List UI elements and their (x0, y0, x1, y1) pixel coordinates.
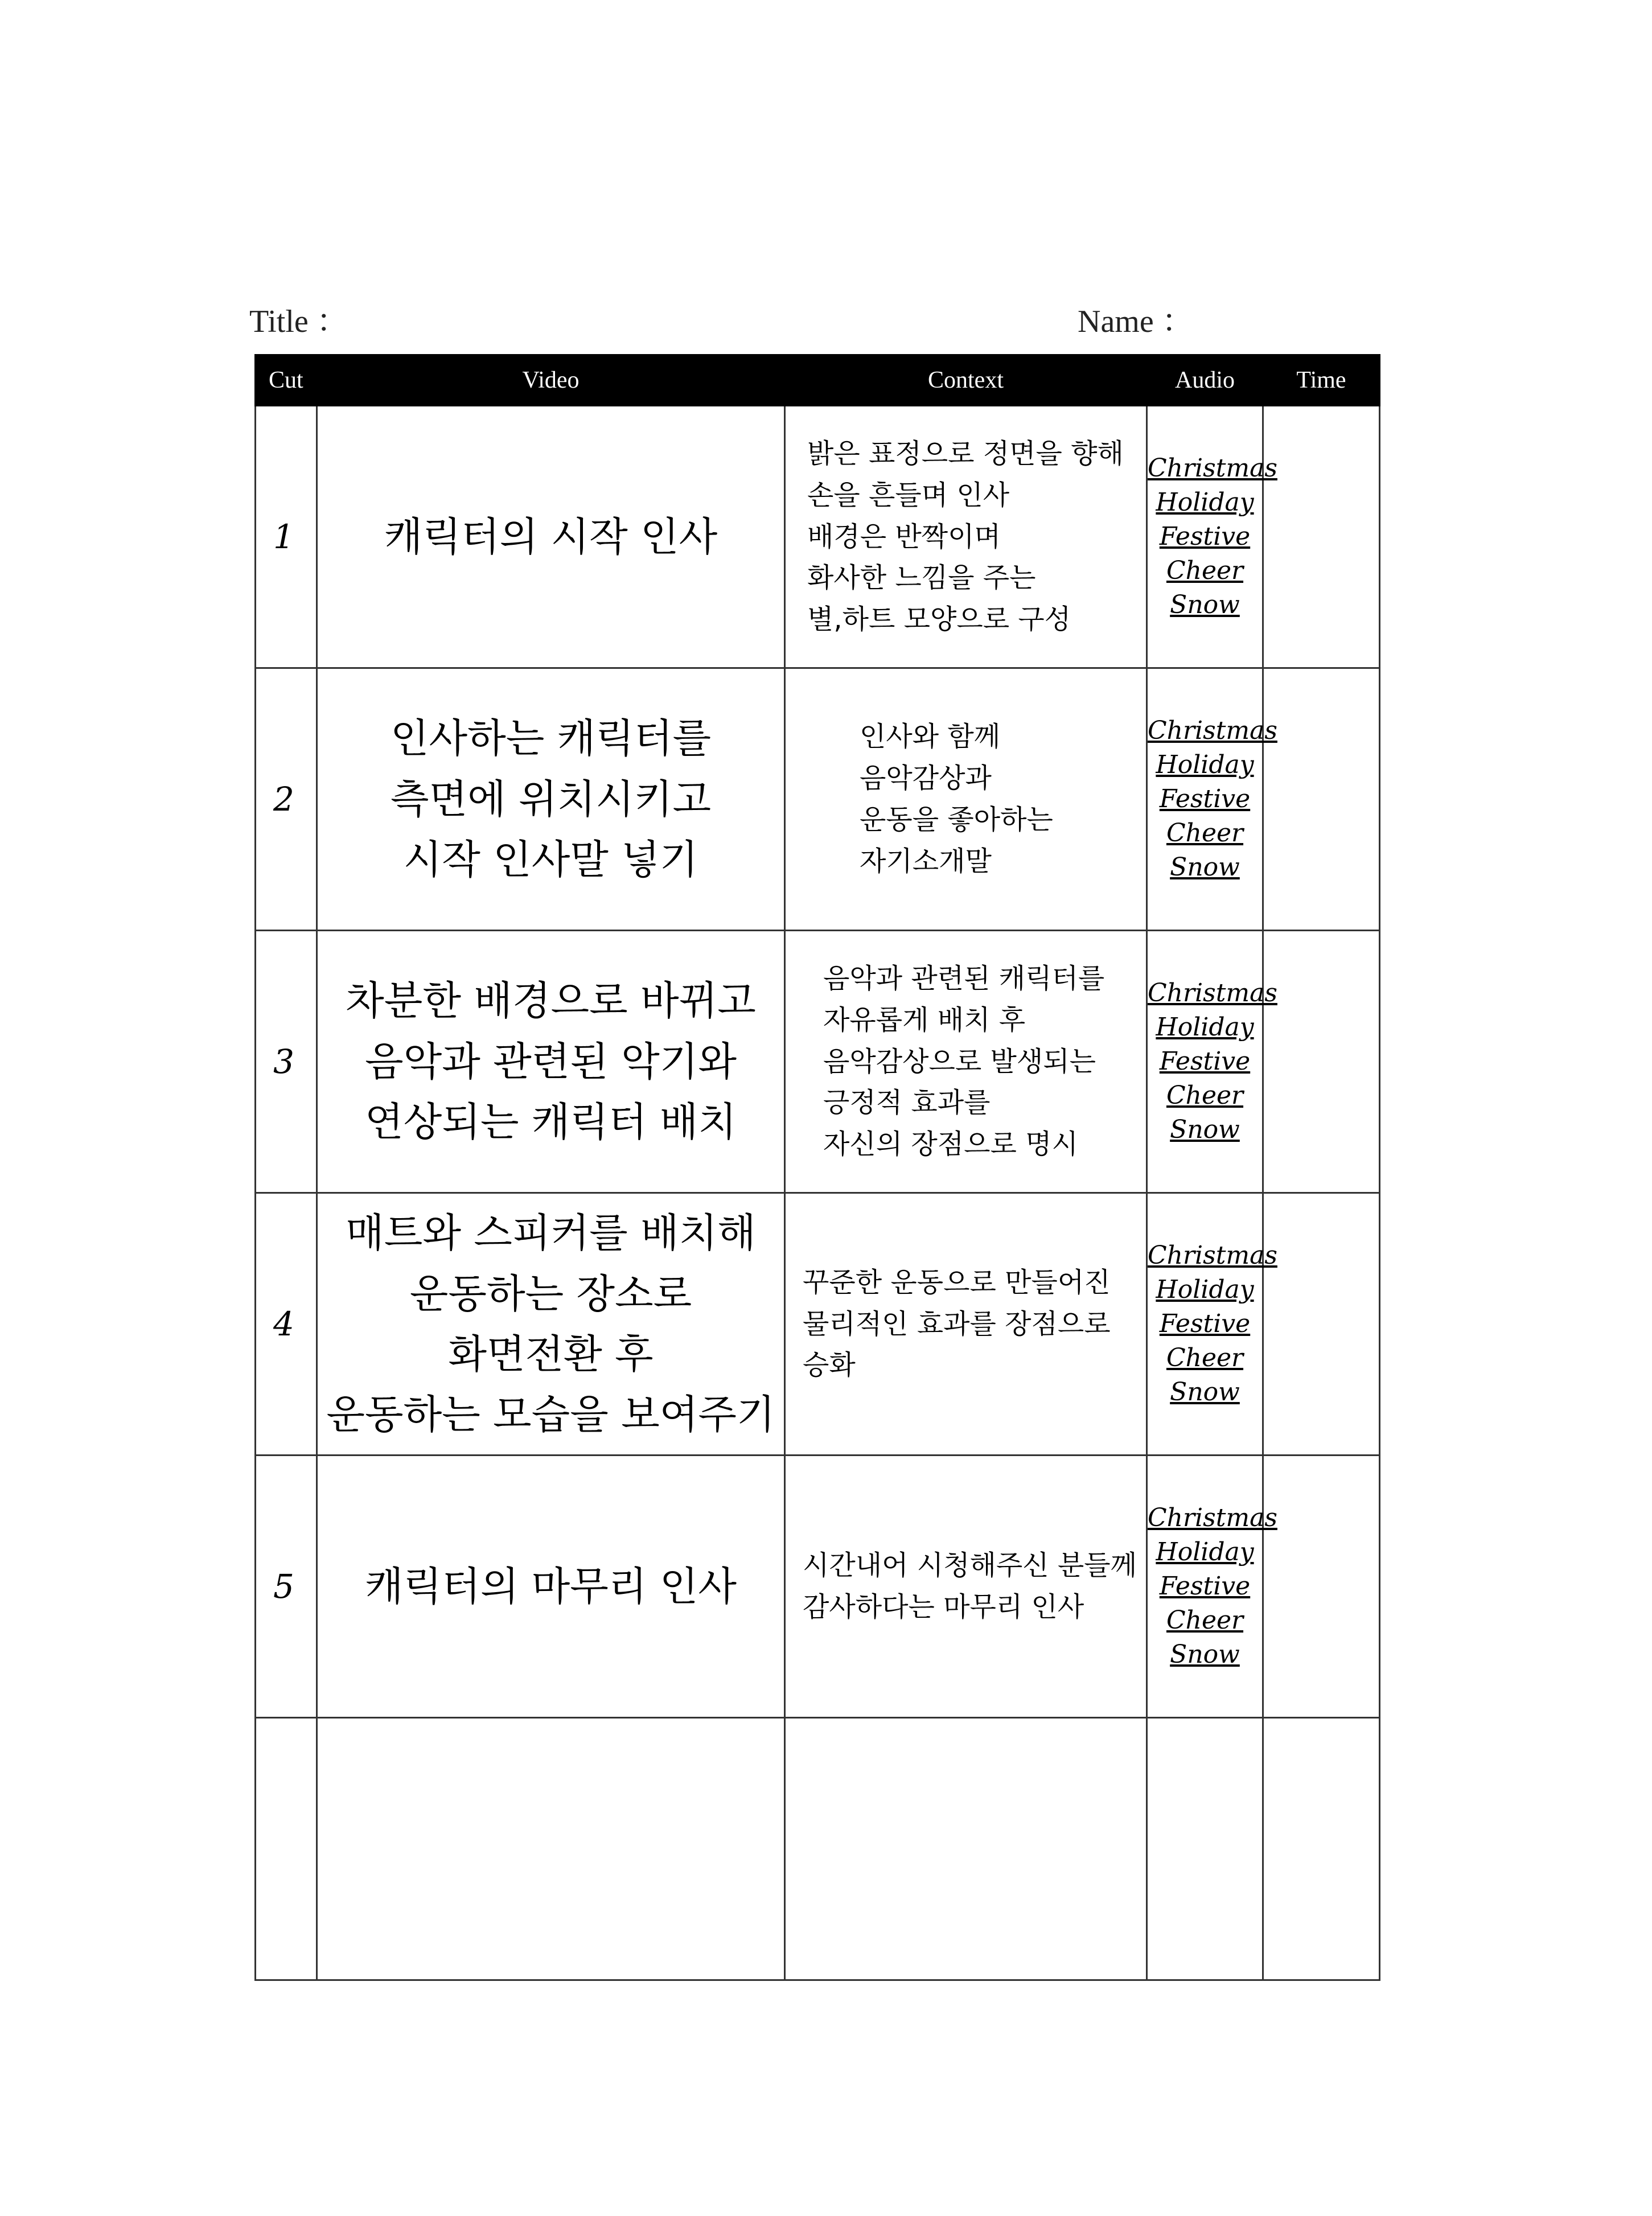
video-description: 캐릭터의 시작 인사 (317, 406, 785, 668)
table-row (256, 1193, 1380, 1456)
audio-cell (1147, 406, 1277, 668)
cut-number: 5 (256, 1456, 317, 1718)
cut-number (256, 1718, 317, 1980)
audio-tag: Holiday (1156, 750, 1254, 780)
cut-number: 3 (256, 931, 317, 1193)
context-description: 음악과 관련된 캐릭터를 자유롭게 배치 후 음악감상으로 발생되는 긍정적 효과를 자신의 장점으로 명시 (823, 962, 1105, 1161)
audio-tag: Festive (1159, 784, 1251, 814)
audio-cell (1147, 1456, 1277, 1718)
table-row (256, 406, 1380, 668)
table-row (256, 1718, 1380, 1980)
time-cell (1263, 1456, 1380, 1718)
context-description: 밝은 표정으로 정면을 향해 손을 흔들며 인사 배경은 반짝이며 화사한 느낌을 주는 별,하트 모양으로 구성 (807, 437, 1124, 636)
audio-cell (1147, 1193, 1277, 1456)
cut-number: 2 (256, 668, 317, 931)
column-header-time: Time (1263, 355, 1380, 406)
audio-tag: Cheer (1166, 556, 1244, 585)
audio-tag: Christmas (1148, 979, 1277, 1008)
context-description: 꾸준한 운동으로 만들어진 물리적인 효과를 장점으로 승화 (803, 1266, 1111, 1382)
audio-tag: Holiday (1156, 1275, 1254, 1305)
column-header-cut: Cut (256, 355, 317, 406)
audio-tag: Festive (1159, 1572, 1251, 1601)
table-header-row (256, 355, 1380, 406)
time-cell (1263, 1193, 1380, 1456)
context-cell (785, 1193, 1147, 1456)
time-cell (1263, 406, 1380, 668)
audio-cell (1147, 668, 1277, 931)
audio-tag: Snow (1170, 1115, 1240, 1144)
audio-tag: Snow (1170, 1639, 1240, 1669)
audio-tag: Christmas (1148, 1503, 1277, 1533)
title-label: Title ： (249, 304, 348, 339)
cut-number: 4 (256, 1193, 317, 1456)
video-description: 매트와 스피커를 배치해 운동하는 장소로 화면전환 후 운동하는 모습을 보여주기 (317, 1193, 785, 1456)
time-cell (1263, 668, 1380, 931)
context-cell (785, 1456, 1147, 1718)
table-row (256, 668, 1380, 931)
cut-number: 1 (256, 406, 317, 668)
context-description: 시간내어 시청해주신 분들께 감사하다는 마무리 인사 (803, 1549, 1137, 1623)
column-header-context: Context (785, 355, 1147, 406)
storyboard-table (254, 354, 1380, 1981)
audio-tag: Snow (1170, 852, 1240, 882)
table-row (256, 931, 1380, 1193)
audio-tag: Christmas (1148, 1241, 1277, 1271)
audio-tag: Cheer (1166, 1605, 1244, 1635)
audio-cell (1147, 1718, 1263, 1980)
audio-tag: Festive (1159, 522, 1251, 552)
audio-tag: Christmas (1148, 454, 1277, 483)
audio-tag: Cheer (1166, 818, 1244, 848)
audio-tag: Cheer (1166, 1080, 1244, 1110)
column-header-audio: Audio (1147, 355, 1263, 406)
video-description: 인사하는 캐릭터를 측면에 위치시키고 시작 인사말 넣기 (317, 668, 785, 931)
audio-tag: Festive (1159, 1309, 1251, 1339)
audio-tag: Holiday (1156, 488, 1254, 517)
context-cell (785, 1718, 1147, 1980)
context-cell (785, 668, 1147, 931)
table-row (256, 1456, 1380, 1718)
audio-tag: Cheer (1166, 1343, 1244, 1372)
context-cell (785, 406, 1147, 668)
audio-tag: Holiday (1156, 1537, 1254, 1567)
video-description: 캐릭터의 마무리 인사 (317, 1456, 785, 1718)
audio-tag: Snow (1170, 590, 1240, 619)
column-header-video: Video (317, 355, 785, 406)
audio-tag: Christmas (1148, 716, 1277, 746)
audio-tag: Holiday (1156, 1013, 1254, 1042)
time-cell (1263, 931, 1380, 1193)
video-description: 차분한 배경으로 바뀌고 음악과 관련된 악기와 연상되는 캐릭터 배치 (317, 931, 785, 1193)
audio-tag: Festive (1159, 1047, 1251, 1076)
audio-tag: Snow (1170, 1377, 1240, 1407)
time-cell (1263, 1718, 1380, 1980)
video-description (317, 1718, 785, 1980)
context-cell (785, 931, 1147, 1193)
audio-cell (1147, 931, 1277, 1193)
name-label: Name ： (1078, 304, 1194, 339)
context-description: 인사와 함께 음악감상과 운동을 좋아하는 자기소개말 (860, 721, 1053, 877)
